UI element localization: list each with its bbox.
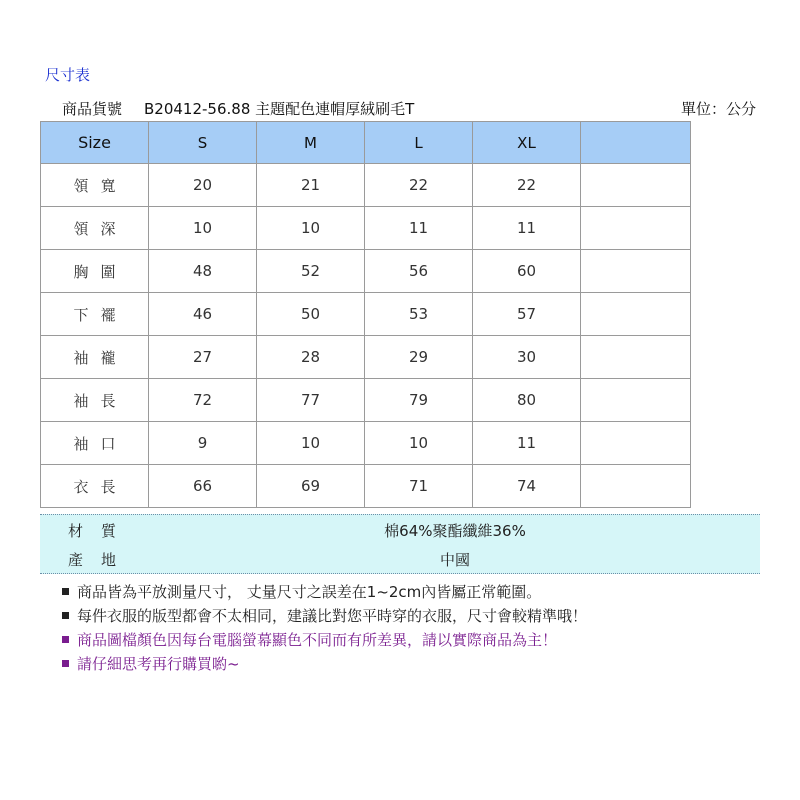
header-cell: M [257,122,365,164]
note-text: 商品圖檔顏色因每台電腦螢幕顯色不同而有所差異，請以實際商品為主！ [77,631,558,649]
note-item [62,604,587,628]
row-label: 袖襱 [41,336,149,379]
square-bullet-icon [62,660,69,667]
row-label: 袖長 [41,379,149,422]
square-bullet-icon [62,612,69,619]
note-text: 每件衣服的版型都會不太相同，建議比對您平時穿的衣服，尺寸會較精準哦！ [77,607,588,625]
header-cell: S [149,122,257,164]
table-cell: 30 [473,336,581,379]
table-header-row [41,122,691,164]
material-row [40,515,760,544]
table-row [41,379,691,422]
table-cell: 10 [257,207,365,250]
table-cell [581,293,691,336]
table-cell [581,336,691,379]
table-cell: 10 [149,207,257,250]
table-cell: 69 [257,465,365,508]
note-text: 請仔細思考再行購買喲~ [77,655,240,673]
table-cell: 74 [473,465,581,508]
table-cell: 10 [257,422,365,465]
page-title: 尺寸表 [45,66,91,84]
note-item [62,580,587,604]
square-bullet-icon [62,588,69,595]
material-label: 材質 [68,522,135,540]
table-row [41,164,691,207]
row-label: 下襬 [41,293,149,336]
row-label: 袖口 [41,422,149,465]
table-cell: 21 [257,164,365,207]
table-row [41,336,691,379]
table-cell: 53 [365,293,473,336]
size-table [40,121,691,508]
table-cell: 11 [473,207,581,250]
row-label: 衣長 [41,465,149,508]
unit-label: 單位：公分 [680,100,756,118]
table-row [41,207,691,250]
table-cell [581,465,691,508]
table-cell: 27 [149,336,257,379]
table-row [41,250,691,293]
table-cell: 22 [365,164,473,207]
table-cell: 66 [149,465,257,508]
table-row [41,422,691,465]
table-cell [581,379,691,422]
table-cell: 28 [257,336,365,379]
note-item [62,628,587,652]
table-cell: 11 [473,422,581,465]
material-section [40,514,760,574]
note-item [62,652,587,676]
header-cell: XL [473,122,581,164]
row-label: 領寬 [41,164,149,207]
table-cell: 9 [149,422,257,465]
product-label: 商品貨號 [62,100,123,118]
product-info [62,98,414,119]
table-cell: 56 [365,250,473,293]
table-cell: 60 [473,250,581,293]
table-cell: 29 [365,336,473,379]
table-cell: 72 [149,379,257,422]
table-cell: 50 [257,293,365,336]
table-cell [581,164,691,207]
origin-value: 中國 [439,551,470,569]
table-cell: 20 [149,164,257,207]
header-cell: Size [41,122,149,164]
table-cell: 77 [257,379,365,422]
square-bullet-icon [62,636,69,643]
row-label: 領深 [41,207,149,250]
table-cell: 79 [365,379,473,422]
table-cell: 71 [365,465,473,508]
table-cell: 48 [149,250,257,293]
note-text: 商品皆為平放測量尺寸， 丈量尺寸之誤差在1~2cm內皆屬正常範圍。 [77,583,542,601]
table-cell: 80 [473,379,581,422]
origin-label: 產地 [68,551,135,569]
table-cell: 46 [149,293,257,336]
table-cell [581,250,691,293]
row-label: 胸圍 [41,250,149,293]
table-cell: 11 [365,207,473,250]
table-cell [581,207,691,250]
table-cell [581,422,691,465]
header-cell: L [365,122,473,164]
table-row [41,293,691,336]
table-cell: 57 [473,293,581,336]
table-row [41,465,691,508]
table-cell: 52 [257,250,365,293]
product-code: B20412-56.88 主題配色連帽厚絨刷毛T [144,100,415,118]
header-cell [581,122,691,164]
origin-row [40,544,760,573]
material-value: 棉64%聚酯纖維36% [384,522,526,540]
table-cell: 22 [473,164,581,207]
notes-list [62,580,587,676]
table-cell: 10 [365,422,473,465]
